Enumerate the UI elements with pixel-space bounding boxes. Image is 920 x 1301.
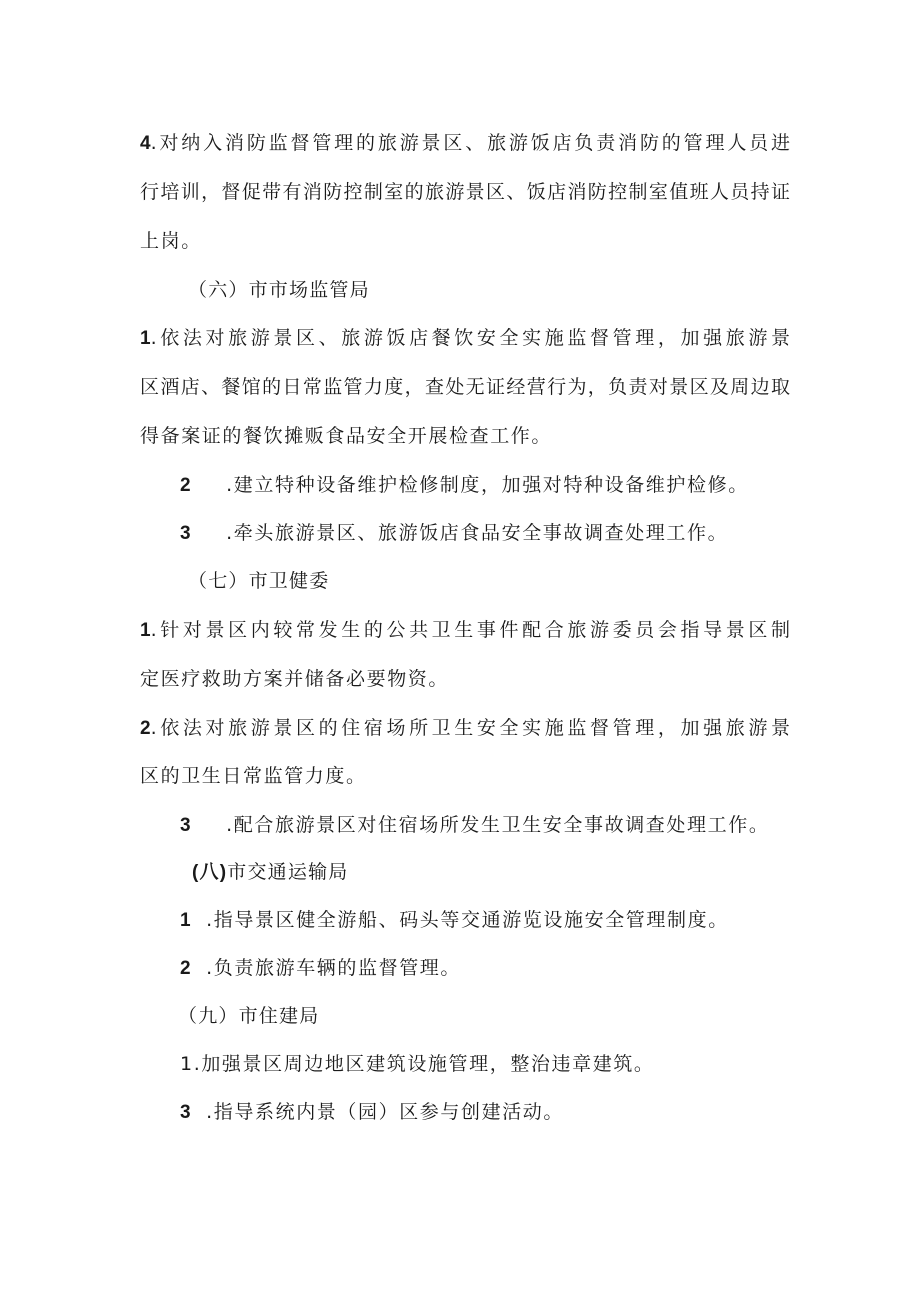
paragraph-line bbox=[180, 908, 830, 933]
heading-paren: ) bbox=[219, 862, 228, 883]
paragraph-line: 1.加强景区周边地区建筑设施管理，整治违章建筑。 bbox=[180, 1053, 655, 1075]
paragraph-line: 区的卫生日常监管力度。 bbox=[140, 765, 367, 787]
item-text: .对纳入消防监督管理的旅游景区、旅游饭店负责消防的管理人员进 bbox=[150, 132, 790, 154]
item-number: 1 bbox=[140, 328, 151, 349]
paragraph-line bbox=[180, 813, 830, 838]
paragraph-line bbox=[140, 326, 790, 351]
item-number: 2 bbox=[180, 475, 193, 496]
paragraph-line: 区酒店、餐馆的日常监管力度，查处无证经营行为，负责对景区及周边取 bbox=[140, 376, 790, 398]
item-text: .负责旅游车辆的监督管理。 bbox=[206, 957, 462, 979]
paragraph-line bbox=[140, 131, 790, 156]
item-number: 3 bbox=[180, 815, 193, 836]
section-heading: （九）市住建局 bbox=[178, 1005, 320, 1027]
paragraph-line bbox=[180, 521, 830, 546]
item-text: .依法对旅游景区、旅游饭店餐饮安全实施监督管理，加强旅游景 bbox=[150, 327, 790, 349]
item-text: .指导景区健全游船、码头等交通游览设施安全管理制度。 bbox=[206, 909, 729, 931]
heading-paren: ( bbox=[192, 862, 200, 883]
item-number: 2 bbox=[180, 958, 193, 979]
paragraph-line bbox=[180, 1100, 830, 1125]
paragraph-line: 得备案证的餐饮摊贩食品安全开展检查工作。 bbox=[140, 425, 553, 447]
section-heading: （六）市市场监管局 bbox=[188, 279, 370, 301]
item-number: 4 bbox=[140, 133, 151, 154]
item-text: .针对景区内较常发生的公共卫生事件配合旅游委员会指导景区制 bbox=[150, 619, 790, 641]
paragraph-line bbox=[180, 473, 830, 498]
item-text: .依法对旅游景区的住宿场所卫生安全实施监督管理，加强旅游景 bbox=[150, 717, 790, 739]
item-text: .配合旅游景区对住宿场所发生卫生安全事故调查处理工作。 bbox=[226, 814, 770, 836]
item-text: .建立特种设备维护检修制度，加强对特种设备维护检修。 bbox=[226, 474, 749, 496]
heading-number: 八 bbox=[199, 861, 220, 883]
item-number: 1 bbox=[180, 910, 193, 931]
item-number: 3 bbox=[180, 1102, 193, 1123]
paragraph-line bbox=[180, 956, 830, 981]
paragraph-line bbox=[140, 618, 790, 643]
item-text: .指导系统内景（园）区参与创建活动。 bbox=[206, 1101, 565, 1123]
section-heading: （七）市卫健委 bbox=[188, 570, 330, 592]
item-text: .牵头旅游景区、旅游饭店食品安全事故调查处理工作。 bbox=[226, 522, 729, 544]
section-heading bbox=[192, 860, 348, 885]
item-number: 1 bbox=[140, 620, 151, 641]
item-number: 2 bbox=[140, 718, 151, 739]
paragraph-line: 定医疗救助方案并储备必要物资。 bbox=[140, 668, 450, 690]
paragraph-line bbox=[140, 716, 790, 741]
heading-text: 市交通运输局 bbox=[227, 861, 349, 883]
paragraph-line: 上岗。 bbox=[140, 230, 202, 252]
paragraph-line: 行培训，督促带有消防控制室的旅游景区、饭店消防控制室值班人员持证 bbox=[140, 181, 790, 203]
item-number: 3 bbox=[180, 523, 193, 544]
